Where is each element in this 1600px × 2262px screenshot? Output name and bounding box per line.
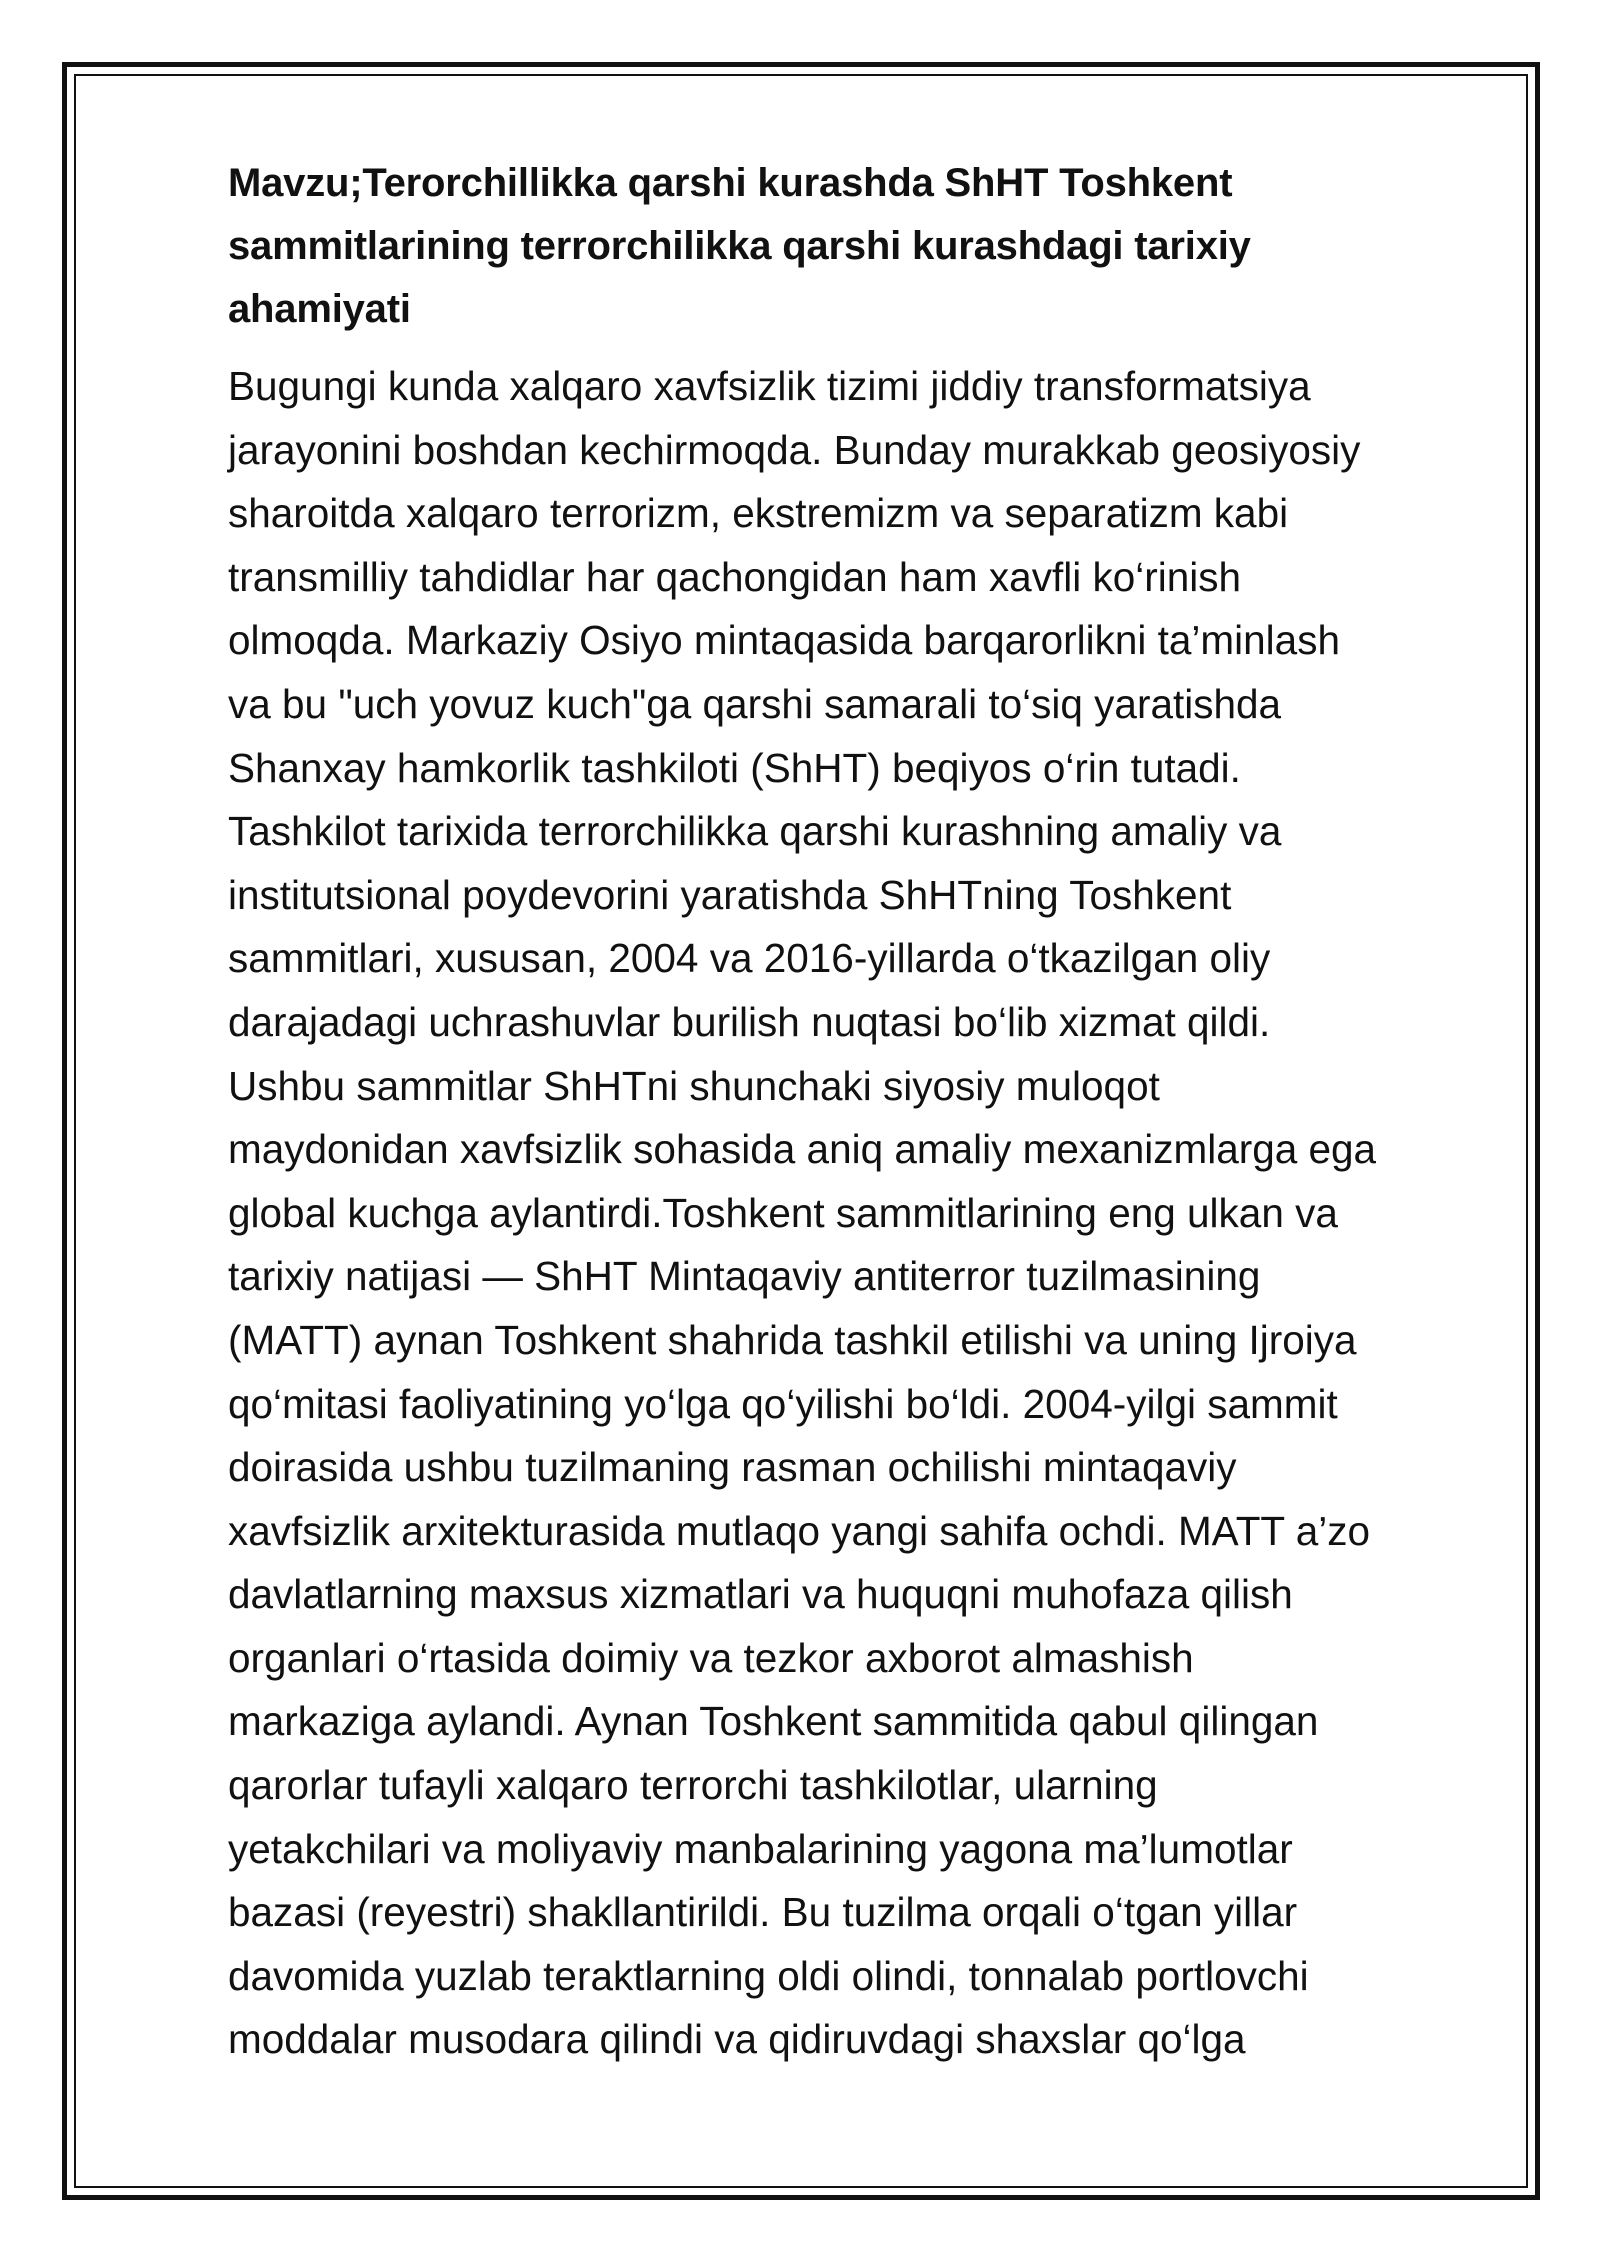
body-line: organlari o‘rtasida doimiy va tezkor axborot almashish: [228, 1634, 1194, 1681]
body-line: darajadagi uchrashuvlar burilish nuqtasi bo‘lib xizmat qildi.: [228, 998, 1271, 1045]
body-line: tarixiy natijasi — ShHT Mintaqaviy antiterror tuzilmasining: [228, 1253, 1261, 1300]
body-line: xavfsizlik arxitekturasida mutlaqo yangi sahifa ochdi. MATT a’zo: [228, 1507, 1370, 1554]
body-line: institutsional poydevorini yaratishda ShHTning Toshkent: [228, 871, 1232, 918]
body-line: bazasi (reyestri) shakllantirildi. Bu tuzilma orqali o‘tgan yillar: [228, 1889, 1298, 1936]
document-title: [228, 152, 1518, 341]
body-line: global kuchga aylantirdi.Toshkent sammitlarining eng ulkan va: [228, 1189, 1338, 1236]
body-line: Ushbu sammitlar ShHTni shunchaki siyosiy muloqot: [228, 1062, 1160, 1109]
body-line: Tashkilot tarixida terrorchilikka qarshi kurashning amaliy va: [228, 808, 1282, 855]
body-line: transmilliy tahdidlar har qachongidan ham xavfli ko‘rinish: [228, 553, 1241, 600]
body-line: sharoitda xalqaro terrorizm, ekstremizm va separatizm kabi: [228, 490, 1289, 537]
body-line: doirasida ushbu tuzilmaning rasman ochilishi mintaqaviy: [228, 1444, 1237, 1491]
title-line: sammitlarining terrorchilikka qarshi kurashdagi tarixiy: [228, 224, 1251, 268]
title-line: ahamiyati: [228, 287, 411, 331]
body-line: davomida yuzlab teraktlarning oldi olindi, tonnalab portlovchi: [228, 1952, 1309, 1999]
body-line: va bu "uch yovuz kuch"ga qarshi samarali to‘siq yaratishda: [228, 680, 1282, 727]
body-line: sammitlari, xususan, 2004 va 2016-yillarda o‘tkazilgan oliy: [228, 935, 1271, 982]
document-body: [228, 355, 1518, 2072]
body-line: olmoqda. Markaziy Osiyo mintaqasida barqarorlikni ta’minlash: [228, 617, 1340, 664]
body-line: Shanxay hamkorlik tashkiloti (ShHT) beqiyos o‘rin tutadi.: [228, 744, 1241, 791]
title-line: Mavzu;Terorchillikka qarshi kurashda ShHT Toshkent: [228, 161, 1233, 205]
body-line: maydonidan xavfsizlik sohasida aniq amaliy mexanizmlarga ega: [228, 1126, 1377, 1173]
body-line: davlatlarning maxsus xizmatlari va huquqni muhofaza qilish: [228, 1571, 1293, 1618]
body-line: jarayonini boshdan kechirmoqda. Bunday murakkab geosiyosiy: [228, 426, 1361, 473]
body-line: qarorlar tufayli xalqaro terrorchi tashkilotlar, ularning: [228, 1762, 1158, 1809]
body-line: markaziga aylandi. Aynan Toshkent sammitida qabul qilingan: [228, 1698, 1319, 1745]
body-line: moddalar musodara qilindi va qidiruvdagi shaxslar qo‘lga: [228, 2016, 1246, 2063]
body-line: yetakchilari va moliyaviy manbalarining yagona ma’lumotlar: [228, 1825, 1293, 1872]
body-line: (MATT) aynan Toshkent shahrida tashkil etilishi va uning Ijroiya: [228, 1316, 1357, 1363]
body-line: qo‘mitasi faoliyatining yo‘lga qo‘yilishi bo‘ldi. 2004-yilgi sammit: [228, 1380, 1338, 1427]
body-line: Bugungi kunda xalqaro xavfsizlik tizimi jiddiy transformatsiya: [228, 363, 1311, 409]
document-content: [228, 152, 1518, 2072]
